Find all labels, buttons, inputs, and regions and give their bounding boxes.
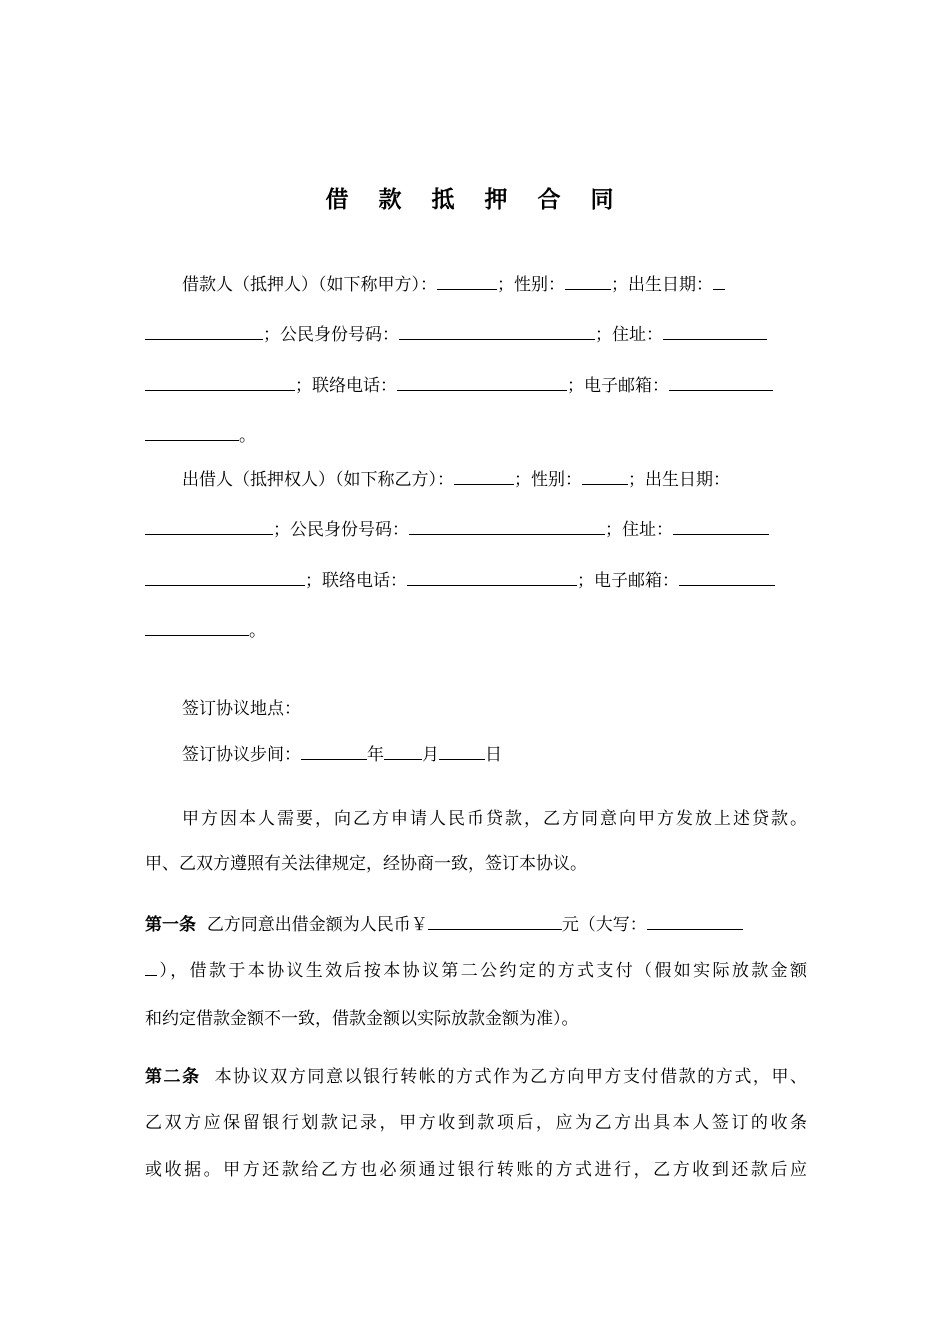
article2-line-2: 乙双方应保留银行划款记录，甲方收到款项后，应为乙方出具本人签订的收条 (145, 1113, 807, 1133)
lender-label: 出借人（抵押权人）（如下称乙方）： (182, 470, 454, 490)
sign-date-line (182, 740, 807, 770)
lender-line-1 (182, 465, 807, 495)
borrower-line-1 (182, 270, 807, 300)
borrower-line-3 (145, 371, 807, 401)
sign-year-label: 年 (367, 745, 384, 765)
borrower-address-blank[interactable] (663, 320, 767, 340)
borrower-gender-blank[interactable] (565, 270, 611, 290)
borrower-birth-blank-start[interactable] (713, 270, 725, 290)
sign-place-line (182, 694, 807, 724)
sign-place-label: 签订协议地点： (182, 699, 301, 719)
article1-heading: 第一条 (145, 915, 196, 935)
article2-heading: 第二条 (145, 1067, 201, 1087)
borrower-label: 借款人（抵押人）（如下称甲方）： (182, 275, 437, 295)
lender-email-label: ；电子邮箱： (577, 571, 679, 591)
lender-address-blank-2[interactable] (145, 566, 305, 586)
article1-capital-blank[interactable] (647, 910, 743, 930)
borrower-email-blank[interactable] (669, 371, 773, 391)
article1-capital-blank-end[interactable] (145, 956, 157, 976)
lender-id-label: ；公民身份号码： (273, 520, 409, 540)
borrower-address-blank-2[interactable] (145, 371, 295, 391)
article1-capital-label: 元（大写： (561, 915, 647, 935)
borrower-id-blank[interactable] (399, 320, 595, 340)
lender-name-blank[interactable] (454, 465, 514, 485)
sign-date-label: 签订协议步间： (182, 745, 301, 765)
sign-day-blank[interactable] (439, 740, 485, 760)
sign-month-label: 月 (422, 745, 439, 765)
borrower-id-label: ；公民身份号码： (263, 325, 399, 345)
article1-amount-blank[interactable] (428, 910, 562, 930)
borrower-email-blank-2[interactable] (145, 421, 239, 441)
borrower-email-label: ；电子邮箱： (567, 376, 669, 396)
article1-amount-label: 乙方同意出借金额为人民币￥ (206, 915, 428, 935)
article2-text-1: 本协议双方同意以银行转帐的方式作为乙方向甲方支付借款的方式，甲、 (214, 1067, 807, 1087)
lender-phone-label: ；联络电话： (305, 571, 407, 591)
sign-year-blank[interactable] (301, 740, 367, 760)
intro-line-1: 甲方因本人需要，向乙方申请人民币贷款，乙方同意向甲方发放上述贷款。 (182, 809, 807, 829)
lender-end: 。 (249, 621, 266, 641)
article1-line-1 (145, 910, 807, 940)
borrower-line-4 (145, 421, 807, 451)
lender-address-blank[interactable] (673, 515, 769, 535)
lender-line-3 (145, 566, 807, 596)
intro-line-2: 甲、乙双方遵照有关法律规定，经协商一致，签订本协议。 (145, 854, 587, 874)
lender-birth-blank[interactable] (145, 515, 273, 535)
borrower-phone-blank[interactable] (397, 371, 567, 391)
borrower-address-label: ；住址： (595, 325, 663, 345)
article1-text-2: ），借款于本协议生效后按本协议第二公约定的方式支付（假如实际放款金额 (157, 961, 807, 981)
lender-email-blank[interactable] (679, 566, 775, 586)
article1-line-3: 和约定借款金额不一致，借款金额以实际放款金额为准）。 (145, 1009, 579, 1029)
borrower-phone-label: ；联络电话： (295, 376, 397, 396)
sign-month-blank[interactable] (384, 740, 422, 760)
article2-line-1 (145, 1062, 807, 1092)
article1-line-2 (145, 956, 807, 986)
lender-email-blank-2[interactable] (145, 616, 249, 636)
article2-line-3: 或收据。甲方还款给乙方也必须通过银行转账的方式进行，乙方收到还款后应 (145, 1160, 807, 1180)
lender-address-label: ；住址： (605, 520, 673, 540)
lender-id-blank[interactable] (409, 515, 605, 535)
lender-line-4 (145, 616, 807, 646)
sign-day-label: 日 (485, 745, 502, 765)
borrower-birth-blank[interactable] (145, 320, 263, 340)
borrower-name-blank[interactable] (437, 270, 497, 290)
lender-phone-blank[interactable] (407, 566, 577, 586)
borrower-gender-label: ；性别： (497, 275, 565, 295)
lender-line-2 (145, 515, 807, 545)
lender-gender-label: ；性别： (514, 470, 582, 490)
document-title: 借 款 抵 押 合 同 (325, 186, 625, 213)
borrower-birth-label: ；出生日期： (611, 275, 713, 295)
borrower-end: 。 (239, 426, 256, 446)
borrower-line-2 (145, 320, 807, 350)
lender-gender-blank[interactable] (582, 465, 628, 485)
lender-birth-label: ；出生日期： (628, 470, 730, 490)
